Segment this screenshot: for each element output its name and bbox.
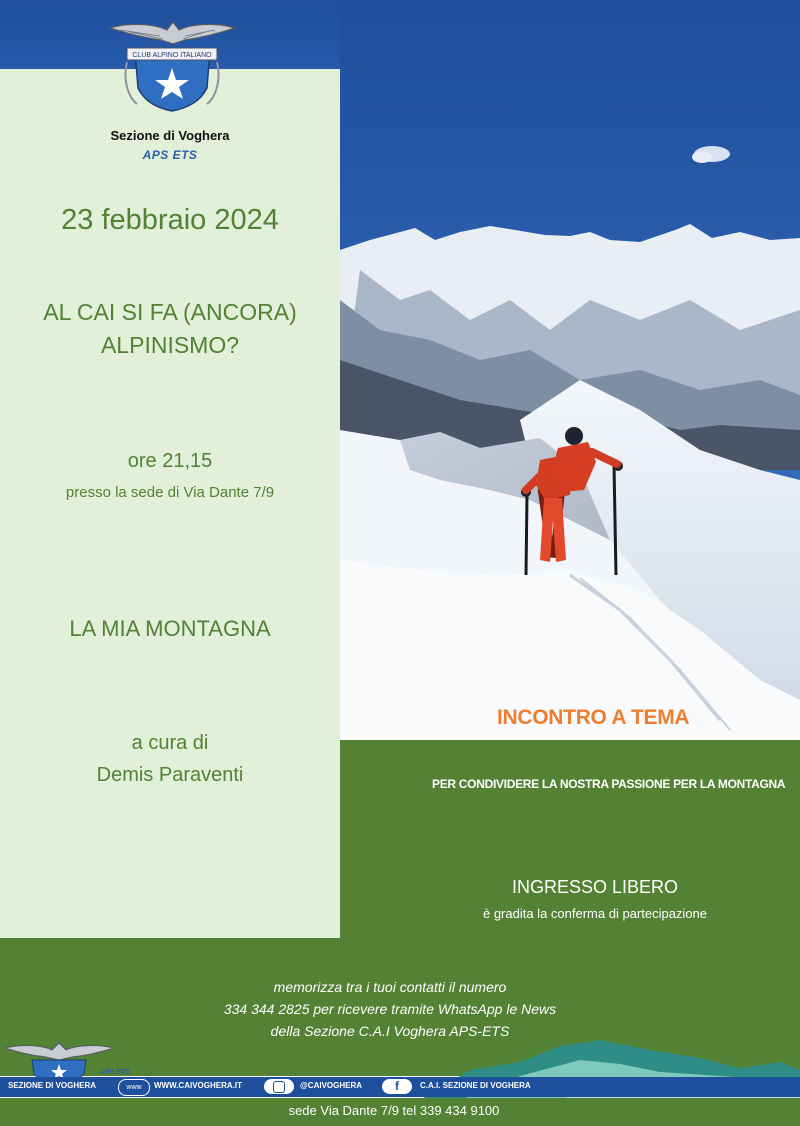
footer-section-label: SEZIONE DI VOGHERA [8,1081,97,1090]
globe-icon: www [118,1079,150,1096]
footer-address: sede Via Dante 7/9 tel 339 434 9100 [288,1103,500,1118]
event-title [0,296,340,362]
curated-by-label: a cura di [131,732,209,754]
section-name: Sezione di Voghera [110,128,230,143]
whatsapp-line3: della Sezione C.A.I Voghera APS-ETS [270,1023,510,1039]
entry-note: è gradita la conferma di partecipazione [482,906,708,921]
info-panel [0,69,340,938]
event-location: presso la sede di Via Dante 7/9 [65,484,275,501]
instagram-icon [264,1079,294,1094]
whatsapp-message [180,976,600,1042]
event-time: ore 21,15 [127,450,213,472]
cai-logo [105,18,240,113]
incontro-tag: INCONTRO A TEMA [497,706,690,729]
event-subtitle: LA MIA MONTAGNA [69,616,271,641]
footer-logo [2,1042,117,1082]
facebook-icon: f [382,1079,412,1094]
logo-banner-text: CLUB ALPINO ITALIANO [132,52,212,59]
event-date: 23 febbraio 2024 [61,204,279,236]
mountain-photo [340,0,800,740]
speaker-name: Demis Paraventi [96,764,244,786]
tagline: PER CONDIVIDERE LA NOSTRA PASSIONE PER LA MONTAGNA [432,777,786,791]
section-suffix: APS ETS [142,148,198,162]
entry-free: INGRESSO LIBERO [511,877,679,897]
footer-website-link[interactable]: WWW.CAIVOGHERA.IT [154,1081,242,1090]
event-title-line2: ALPINISMO? [100,332,240,358]
event-title-line1: AL CAI SI FA (ANCORA) [43,299,297,325]
whatsapp-line1: memorizza tra i tuoi contatti il numero [273,979,507,995]
footer-logo-suffix: APS ETS [100,1069,130,1076]
footer-instagram-link[interactable]: @CAIVOGHERA [300,1081,363,1090]
footer-facebook-link[interactable]: C.A.I. SEZIONE DI VOGHERA [420,1081,531,1090]
whatsapp-line2: 334 344 2825 per ricevere tramite WhatsApp le News [223,1001,557,1017]
